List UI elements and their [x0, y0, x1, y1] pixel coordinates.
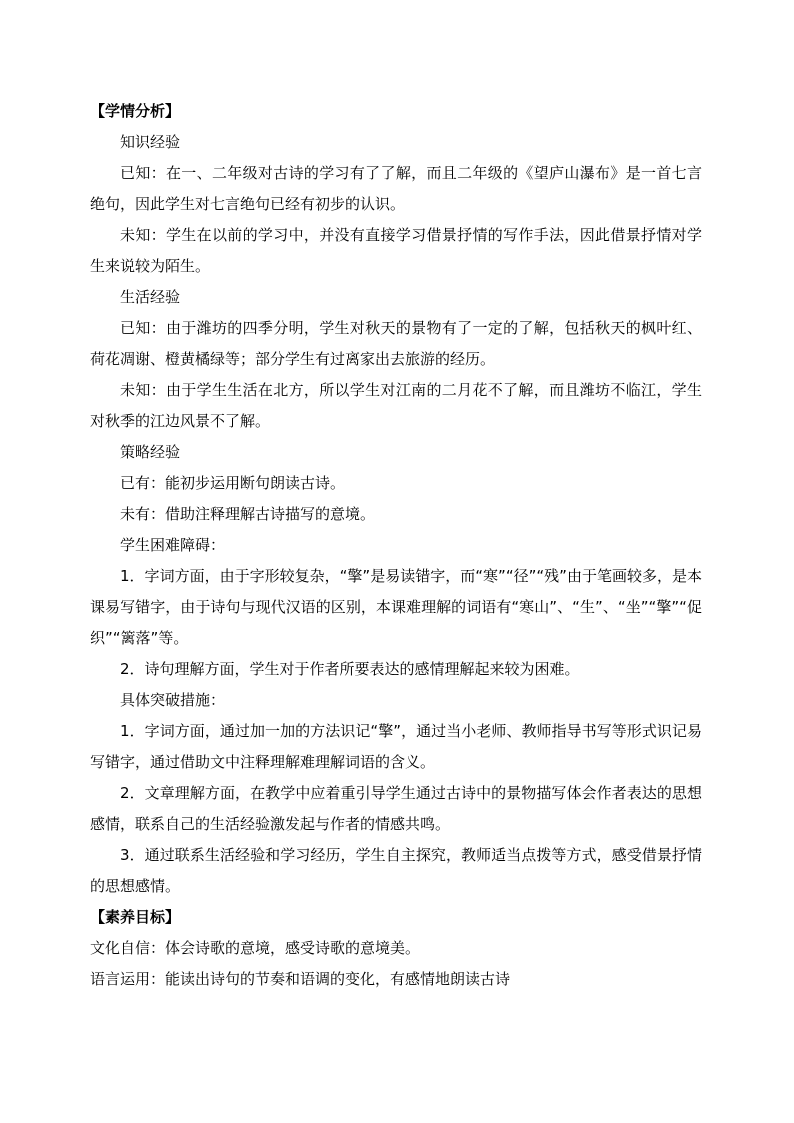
paragraph-goal-culture: 文化自信：体会诗歌的意境，感受诗歌的意境美。	[90, 939, 421, 957]
section-heading-analysis: 【学情分析】	[90, 102, 181, 120]
paragraph-goal-language: 语言运用：能读出诗句的节奏和语调的变化，有感情地朗读古诗	[90, 970, 511, 988]
subheading-measures: 具体突破措施：	[120, 691, 226, 709]
subheading-knowledge-experience: 知识经验	[120, 133, 181, 151]
paragraph-unknown-life: 未知：由于学生生活在北方，所以学生对江南的二月花不了解，而且潍坊不临江，学生对秋季的江边风景不了解。	[90, 381, 702, 430]
paragraph-measure-experience: 3．通过联系生活经验和学习经历，学生自主探究，教师适当点拨等方式，感受借景抒情的思想感情。	[90, 846, 702, 895]
paragraph-difficulty-words: 1．字词方面，由于字形较复杂，“擎”是易读错字，而“寒”“径”“残”由于笔画较多，是本课易写错字，由于诗句与现代汉语的区别，本课难理解的词语有“寒山”、“生”、“坐”“擎”“促织”“篱落”等。	[90, 567, 702, 647]
paragraph-measure-words: 1．字词方面，通过加一加的方法识记“擎”，通过当小老师、教师指导书写等形式识记易写错字，通过借助文中注释理解难理解词语的含义。	[90, 722, 702, 771]
section-heading-goals: 【素养目标】	[90, 908, 181, 926]
document-body	[90, 96, 702, 995]
paragraph-lacks-strategy: 未有：借助注释理解古诗描写的意境。	[120, 505, 376, 523]
paragraph-unknown-knowledge: 未知：学生在以前的学习中，并没有直接学习借景抒情的写作手法，因此借景抒情对学生来说较为陌生。	[90, 226, 702, 275]
paragraph-measure-understanding: 2．文章理解方面，在教学中应着重引导学生通过古诗中的景物描写体会作者表达的思想感情，联系自己的生活经验激发起与作者的情感共鸣。	[90, 784, 702, 833]
paragraph-has-strategy: 已有：能初步运用断句朗读古诗。	[120, 474, 346, 492]
subheading-strategy-experience: 策略经验	[120, 443, 181, 461]
subheading-difficulties: 学生困难障碍：	[120, 536, 226, 554]
subheading-life-experience: 生活经验	[120, 288, 181, 306]
paragraph-known-life: 已知：由于潍坊的四季分明，学生对秋天的景物有了一定的了解，包括秋天的枫叶红、荷花凋谢、橙黄橘绿等；部分学生有过离家出去旅游的经历。	[90, 319, 702, 368]
paragraph-known-knowledge: 已知：在一、二年级对古诗的学习有了了解，而且二年级的《望庐山瀑布》是一首七言绝句，因此学生对七言绝句已经有初步的认识。	[90, 164, 702, 213]
paragraph-difficulty-understanding: 2．诗句理解方面，学生对于作者所要表达的感情理解起来较为困难。	[120, 660, 580, 678]
